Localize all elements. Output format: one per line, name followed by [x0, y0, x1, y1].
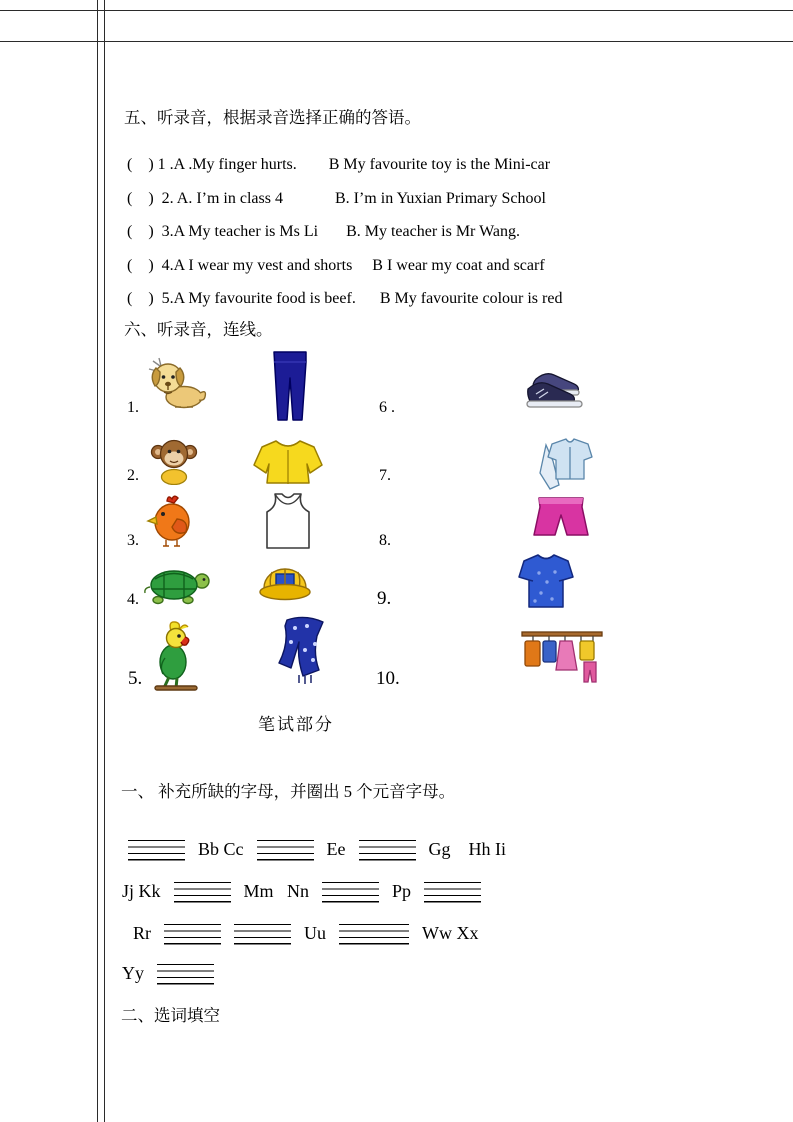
page-border-top-line-2: [0, 41, 793, 42]
shorts-icon: [532, 493, 590, 545]
match-number-6: 6 .: [379, 399, 395, 416]
fill-in-blank: [359, 840, 416, 861]
match-number-4: 4.: [127, 591, 139, 608]
puppy-icon: [146, 356, 208, 410]
choice-line: ( ) 5.A My favourite food is beef. B My favourite colour is red: [127, 290, 563, 307]
choice-line: ( ) 4.A I wear my vest and shorts B I wear my coat and scarf: [127, 256, 545, 274]
parrot-icon: [151, 620, 203, 692]
turtle-icon: [142, 562, 212, 606]
fill-in-blank: [322, 882, 379, 903]
sweater-icon: [517, 551, 575, 613]
letter-group: Pp: [392, 880, 412, 901]
choice-line: ( ) 3.A My teacher is Ms Li B. My teacher is Mr Wang.: [127, 223, 521, 240]
letter-group: Bb Cc: [198, 838, 244, 859]
jacket-icon: [252, 436, 324, 488]
match-number-1: 1.: [127, 399, 139, 416]
section1-title: 一、 补充所缺的字母，并圈出 5 个元音字母。: [121, 782, 456, 801]
page-border-top-line: [0, 10, 793, 11]
fill-in-blank: [174, 882, 231, 903]
fill-in-blank: [234, 924, 291, 945]
scarf-icon: [277, 616, 331, 692]
match-number-2: 2.: [127, 467, 139, 484]
match-number-9: 9.: [377, 588, 392, 609]
fill-in-blank: [257, 840, 314, 861]
alphabet-row-3: [133, 920, 479, 946]
alphabet-row-4: [122, 960, 214, 986]
letter-group: Ee: [326, 838, 346, 859]
match-number-7: 7.: [379, 467, 391, 484]
letter-group: Ww Xx: [422, 922, 479, 943]
match-number-3: 3.: [127, 532, 139, 549]
trousers-icon: [267, 349, 313, 423]
letter-group: Rr: [133, 922, 151, 943]
section6-title: 六、听录音，连线。: [124, 320, 273, 339]
choice-line: ( ) 2. A. I’m in class 4 B. I’m in Yuxian Primary School: [127, 189, 546, 207]
alphabet-row-1: [128, 836, 506, 862]
letter-group: Jj Kk: [122, 880, 161, 901]
letter-group: Mm Nn: [243, 880, 310, 901]
match-number-8: 8.: [379, 532, 391, 549]
monkey-icon: [149, 437, 199, 485]
section2-title: 二、选词填空: [121, 1006, 220, 1025]
letter-group: Uu: [304, 922, 326, 943]
shirt-icon: [536, 435, 594, 493]
bird-icon: [146, 493, 196, 547]
alphabet-row-2: [122, 878, 481, 904]
fill-in-blank: [157, 964, 214, 985]
sneakers-icon: [524, 370, 590, 412]
page-margin-line: [97, 0, 98, 1122]
fill-in-blank: [339, 924, 409, 945]
section5-title: 五、听录音，根据录音选择正确的答语。: [124, 108, 421, 127]
choice-list: [127, 148, 562, 316]
page-margin-line-2: [104, 0, 105, 1122]
clothes-rack-icon: [520, 626, 604, 690]
fill-in-blank: [424, 882, 481, 903]
match-number-10: 10.: [376, 668, 400, 689]
choice-line: ( ) 1 .A .My finger hurts. B My favourite toy is the Mini-car: [127, 156, 551, 173]
match-number-5: 5.: [128, 668, 143, 689]
written-part-title: 笔试部分: [258, 715, 334, 734]
letter-group: Gg Hh Ii: [428, 838, 506, 859]
letter-group: Yy: [122, 962, 144, 983]
cap-icon: [259, 560, 311, 606]
vest-icon: [262, 491, 314, 551]
fill-in-blank: [128, 840, 185, 861]
fill-in-blank: [164, 924, 221, 945]
